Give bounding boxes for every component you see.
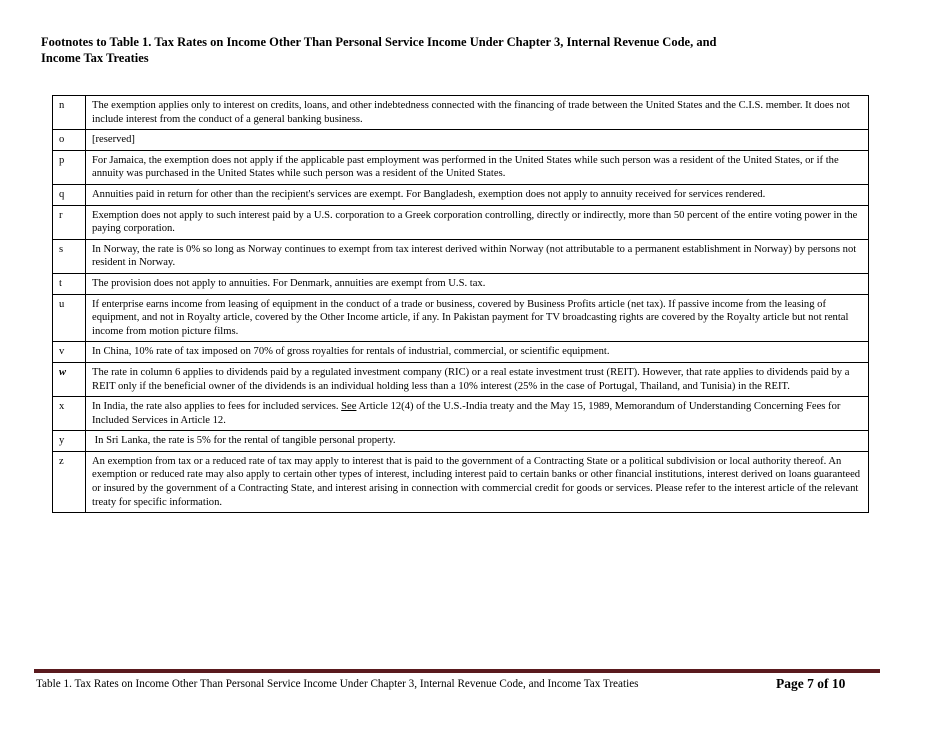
footnote-key: n	[53, 96, 86, 130]
footnote-key: z	[53, 451, 86, 512]
footnote-row	[53, 130, 869, 151]
footnote-text: Annuities paid in return for other than the recipient's services are exempt. For Bangladesh, exemption does not apply to annuity received for services rendered.	[86, 184, 869, 205]
footnote-text: If enterprise earns income from leasing of equipment in the conduct of a trade or business, covered by Business Profits article (net tax). If passive income from the leasing of equipment, and not in Royalty article, covered by the Other Income article, if any. In Pakistan payment for TV broadcasting rights are covered by the Royalty article but not rental income from motion picture films.	[86, 294, 869, 342]
footnote-text: The provision does not apply to annuities. For Denmark, annuities are exempt from U.S. tax.	[86, 273, 869, 294]
page-heading	[41, 35, 801, 66]
see-reference: See	[341, 401, 357, 413]
footnote-row	[53, 239, 869, 273]
footnote-text	[86, 397, 869, 431]
footnote-text: In China, 10% rate of tax imposed on 70% of gross royalties for rentals of industrial, commercial, or scientific equipment.	[86, 342, 869, 363]
footer-caption: Table 1. Tax Rates on Income Other Than Personal Service Income Under Chapter 3, Internal Revenue Code, and Income Tax Treaties	[36, 678, 639, 690]
footnote-row	[53, 431, 869, 452]
footnote-key: u	[53, 294, 86, 342]
footnote-key: t	[53, 273, 86, 294]
heading-line-2: Income Tax Treaties	[41, 50, 149, 65]
footnote-text: The exemption applies only to interest on credits, loans, and other indebtedness connected with the financing of trade between the United States and the C.I.S. member. It does not include interest from the conduct of a general banking business.	[86, 96, 869, 130]
footnote-text: In Norway, the rate is 0% so long as Norway continues to exempt from tax interest derived within Norway (not attributable to a permanent establishment in Norway) by persons not resident in Norway.	[86, 239, 869, 273]
footnote-row	[53, 362, 869, 396]
footnote-key: q	[53, 184, 86, 205]
footnotes-table	[52, 95, 869, 513]
page-number: Page 7 of 10	[776, 676, 846, 691]
footnote-text-after: Article 12(4) of the U.S.-India treaty and the May 15, 1989, Memorandum of Understanding Concerning Fees for Included Services in Article 12.	[92, 401, 841, 426]
footnote-text: In Sri Lanka, the rate is 5% for the rental of tangible personal property.	[86, 431, 869, 452]
footnote-row	[53, 273, 869, 294]
footnote-key: w	[53, 362, 86, 396]
footnote-row	[53, 451, 869, 512]
footer-divider	[34, 669, 880, 673]
footnote-row	[53, 205, 869, 239]
footnote-key: o	[53, 130, 86, 151]
footnote-text: An exemption from tax or a reduced rate of tax may apply to interest that is paid to the government of a Contracting State or a political subdivision or local authority thereof. An exemption or reduced rate may also apply to certain other types of interest, including interest paid to certain banks or other financial institutions, interest derived on loans guaranteed or insured by the government of a Contracting State, and interest arising in connection with commercial credit for goods or services. Please refer to the interest article of the relevant treaty for specific information.	[86, 451, 869, 512]
footnote-key: y	[53, 431, 86, 452]
footnote-text: For Jamaica, the exemption does not apply if the applicable past employment was performed in the United States while such person was a resident of the United States, or if the annuity was purchased in the United States while such person was a resident of the United States.	[86, 150, 869, 184]
footnote-row	[53, 397, 869, 431]
footnote-key: r	[53, 205, 86, 239]
footnote-row	[53, 342, 869, 363]
footnote-row	[53, 294, 869, 342]
footnote-key: p	[53, 150, 86, 184]
heading-line-1: Footnotes to Table 1. Tax Rates on Income Other Than Personal Service Income Under Chapter 3, Internal Revenue Code, and	[41, 35, 717, 49]
footnote-text: The rate in column 6 applies to dividends paid by a regulated investment company (RIC) or a real estate investment trust (REIT). However, that rate applies to dividends paid by a REIT only if the beneficial owner of the dividends is an individual holding less than a 10% interest (25% in the case of Portugal, Thailand, and Tunisia) in the REIT.	[86, 362, 869, 396]
footnote-text-before: In India, the rate also applies to fees for included services.	[92, 401, 342, 413]
footnote-text: Exemption does not apply to such interest paid by a U.S. corporation to a Greek corporation controlling, directly or indirectly, more than 50 percent of the entire voting power in the paying corporation.	[86, 205, 869, 239]
footnote-text: [reserved]	[86, 130, 869, 151]
footnote-key: v	[53, 342, 86, 363]
footnote-key: s	[53, 239, 86, 273]
footnote-row	[53, 96, 869, 130]
footnote-row	[53, 184, 869, 205]
footnote-key: x	[53, 397, 86, 431]
footnote-row	[53, 150, 869, 184]
